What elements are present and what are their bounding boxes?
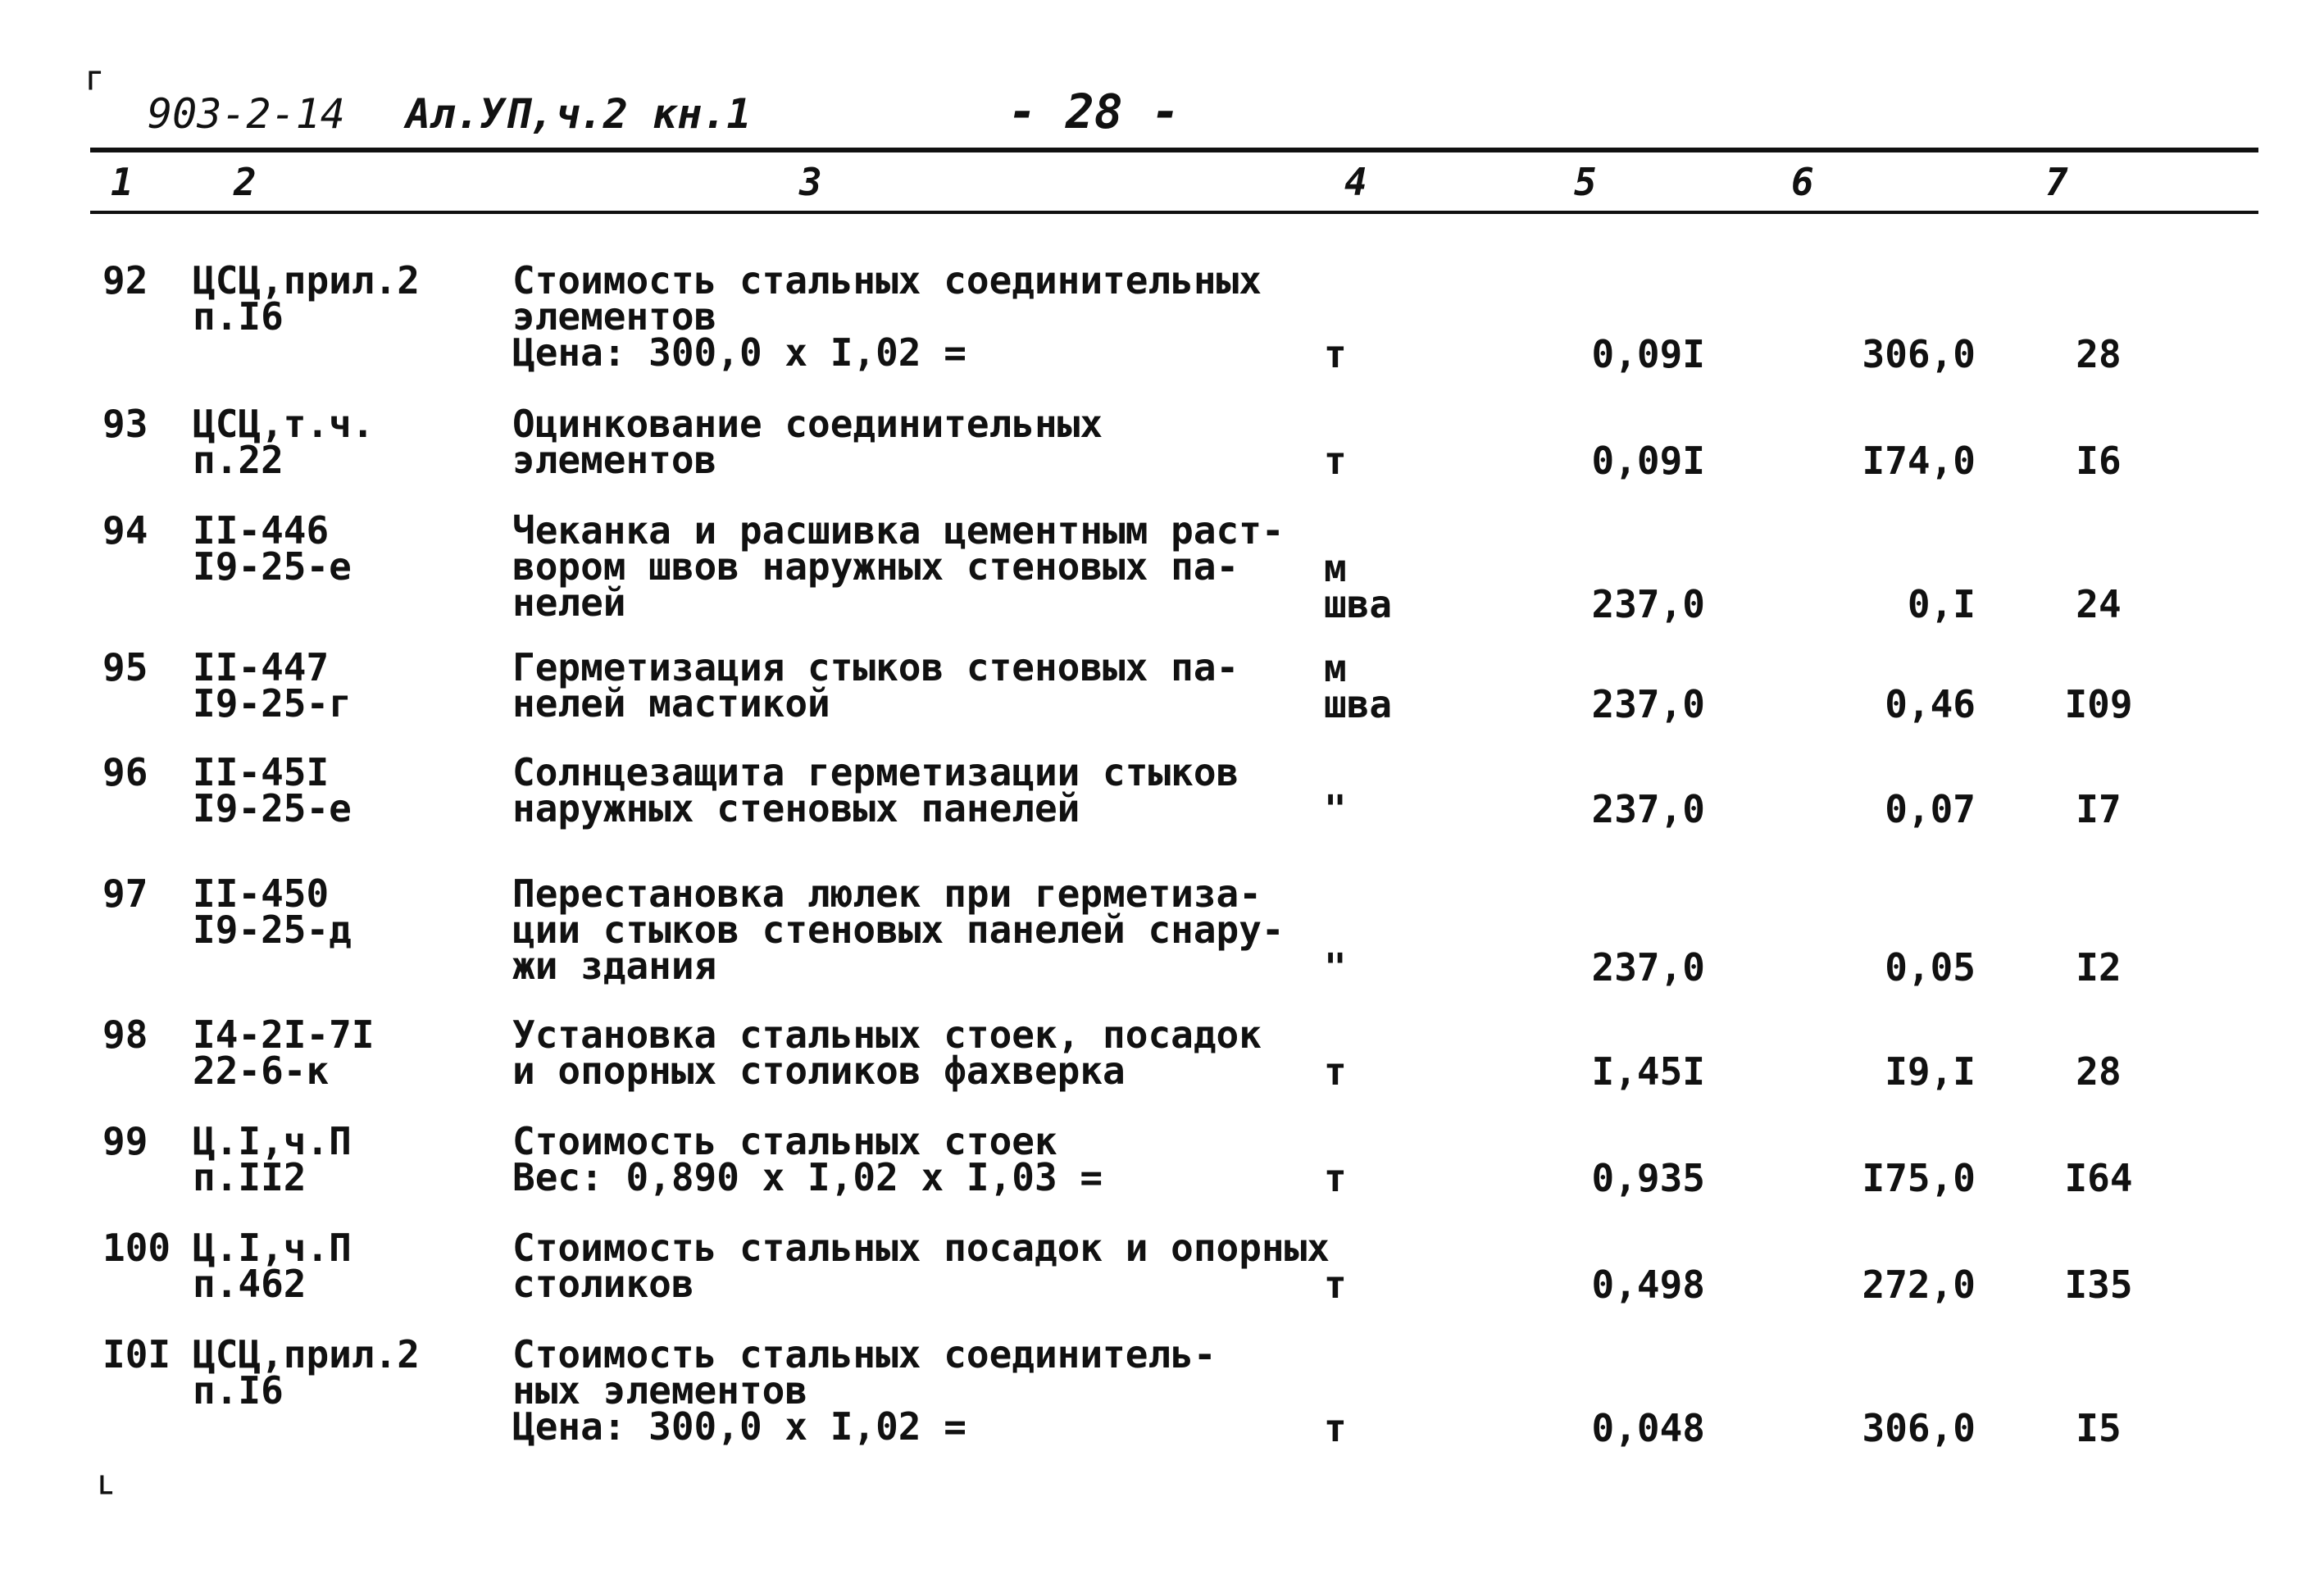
norm-code	[193, 258, 420, 339]
work-description-line: нелей мастикой	[512, 681, 830, 726]
total-cost-value: I35	[2064, 1263, 2133, 1307]
header-rule	[90, 148, 2258, 152]
work-description-line: Солнцезащита герметизации стыков	[512, 750, 1239, 794]
unit-price-value: 0,I	[1907, 582, 1976, 626]
quantity-value: 0,498	[1591, 1263, 1705, 1307]
norm-code-line: ЦСЦ,т.ч.	[193, 402, 375, 446]
total-cost-value: I7	[2076, 787, 2122, 831]
norm-code-line: ЦСЦ,прил.2	[193, 1332, 420, 1376]
column-number-3: 3	[799, 160, 822, 204]
unit-price-value: I9,I	[1885, 1049, 1976, 1094]
unit-price-value: 306,0	[1862, 332, 1976, 376]
norm-code-line: ЦСЦ,прил.2	[193, 258, 420, 303]
quantity-value: 237,0	[1591, 682, 1705, 726]
unit-of-measure	[1324, 646, 1393, 726]
work-description-line: Стоимость стальных соединительных	[512, 258, 1262, 303]
work-description-line: Цена: 300,0 x I,02 =	[512, 1404, 966, 1449]
row-number: 94	[102, 508, 148, 553]
norm-code-line: п.II2	[193, 1155, 307, 1199]
work-description-line: элементов	[512, 294, 717, 339]
corner-mark-bottom: ᒪ	[98, 1472, 112, 1500]
work-description-line: и опорных столиков фахверка	[512, 1049, 1126, 1093]
work-description-line: Стоимость стальных посадок и опорных	[512, 1226, 1330, 1270]
unit-of-measure	[1324, 332, 1347, 376]
norm-code	[193, 1119, 352, 1199]
unit-of-measure-line: т	[1324, 439, 1347, 483]
quantity-value: 0,935	[1591, 1156, 1705, 1200]
unit-price-value: 306,0	[1862, 1406, 1976, 1450]
row-number: 98	[102, 1012, 148, 1057]
unit-price-value: 272,0	[1862, 1263, 1976, 1307]
norm-code	[193, 645, 352, 726]
work-description-line: ных элементов	[512, 1368, 808, 1413]
unit-price-value: I75,0	[1862, 1156, 1976, 1200]
unit-of-measure-line: т	[1324, 1049, 1347, 1094]
norm-code-line: II-450	[193, 871, 330, 916]
unit-of-measure	[1324, 1156, 1347, 1200]
quantity-value: I,45I	[1591, 1049, 1705, 1094]
work-description-line: столиков	[512, 1262, 694, 1306]
row-number: I0I	[102, 1332, 171, 1376]
unit-price-value: 0,05	[1885, 945, 1976, 990]
work-description-line: Цена: 300,0 x I,02 =	[512, 330, 966, 375]
total-cost-value: I2	[2076, 945, 2122, 990]
column-number-7: 7	[2045, 160, 2068, 204]
work-description	[512, 1332, 1217, 1449]
page-number: - 28 -	[1008, 84, 1180, 139]
total-cost-value: 28	[2076, 332, 2122, 376]
work-description	[512, 508, 1285, 625]
unit-of-measure-line: т	[1324, 1156, 1347, 1200]
work-description	[512, 750, 1239, 830]
work-description-line: жи здания	[512, 944, 717, 988]
unit-of-measure-line: м	[1324, 546, 1347, 590]
work-description-line: Установка стальных стоек, посадок	[512, 1012, 1262, 1057]
work-description	[512, 645, 1239, 726]
unit-price-value: I74,0	[1862, 439, 1976, 483]
unit-of-measure	[1324, 546, 1393, 626]
column-number-5: 5	[1574, 160, 1597, 204]
norm-code-line: I9-25-г	[193, 681, 352, 726]
quantity-value: 237,0	[1591, 787, 1705, 831]
quantity-value: 237,0	[1591, 582, 1705, 626]
unit-of-measure-line: т	[1324, 1263, 1347, 1307]
row-number: 100	[102, 1226, 171, 1270]
norm-code-line: п.I6	[193, 1368, 284, 1413]
work-description-line: вором швов наружных стеновых па-	[512, 544, 1239, 589]
norm-code	[193, 871, 352, 952]
column-number-4: 4	[1344, 160, 1367, 204]
total-cost-value: I5	[2076, 1406, 2122, 1450]
quantity-value: 0,09I	[1591, 332, 1705, 376]
work-description	[512, 258, 1262, 375]
unit-of-measure	[1324, 1049, 1347, 1094]
unit-of-measure-line: шва	[1324, 582, 1393, 626]
row-number: 96	[102, 750, 148, 794]
corner-mark-top: ᒥ	[87, 67, 101, 96]
quantity-value: 0,09I	[1591, 439, 1705, 483]
norm-code-line: п.462	[193, 1262, 307, 1306]
norm-code-line: I9-25-е	[193, 544, 352, 589]
work-description-line: Герметизация стыков стеновых па-	[512, 645, 1239, 689]
document-code: 903-2-14	[148, 90, 345, 138]
row-number: 99	[102, 1119, 148, 1163]
unit-of-measure-line: шва	[1324, 682, 1393, 726]
work-description	[512, 1012, 1262, 1093]
total-cost-value: 28	[2076, 1049, 2122, 1094]
unit-of-measure-line: "	[1324, 945, 1347, 990]
unit-of-measure-line: "	[1324, 787, 1347, 831]
work-description	[512, 402, 1103, 482]
norm-code-line: I9-25-е	[193, 786, 352, 830]
total-cost-value: I6	[2076, 439, 2122, 483]
norm-code-line: II-447	[193, 645, 330, 689]
norm-code	[193, 750, 352, 830]
unit-of-measure	[1324, 945, 1347, 990]
work-description-line: Перестановка люлек при герметиза-	[512, 871, 1262, 916]
norm-code-line: I9-25-д	[193, 908, 352, 952]
norm-code	[193, 1226, 352, 1306]
unit-of-measure	[1324, 1263, 1347, 1307]
work-description	[512, 871, 1285, 988]
unit-of-measure-line: т	[1324, 332, 1347, 376]
work-description-line: нелей	[512, 580, 626, 625]
document-header	[0, 0, 2324, 189]
work-description-line: наружных стеновых панелей	[512, 786, 1080, 830]
work-description-line: Стоимость стальных соединитель-	[512, 1332, 1217, 1376]
row-number: 93	[102, 402, 148, 446]
column-number-1: 1	[111, 160, 134, 204]
unit-price-value: 0,07	[1885, 787, 1976, 831]
column-header-rule	[90, 211, 2258, 214]
work-description	[512, 1226, 1330, 1306]
norm-code-line: п.I6	[193, 294, 284, 339]
work-description-line: Чеканка и расшивка цементным раст-	[512, 508, 1285, 553]
norm-code-line: I4-2I-7I	[193, 1012, 375, 1057]
norm-code-line: Ц.I,ч.П	[193, 1226, 352, 1270]
work-description-line: Вес: 0,890 x I,02 x I,03 =	[512, 1155, 1103, 1199]
quantity-value: 237,0	[1591, 945, 1705, 990]
row-number: 97	[102, 871, 148, 916]
column-number-6: 6	[1791, 160, 1814, 204]
norm-code	[193, 1332, 420, 1413]
column-number-2: 2	[234, 160, 257, 204]
work-description-line: элементов	[512, 438, 717, 482]
document-reference: Ал.УП,ч.2 кн.1	[406, 90, 752, 138]
work-description-line: Оцинкование соединительных	[512, 402, 1103, 446]
row-number: 95	[102, 645, 148, 689]
unit-of-measure-line: м	[1324, 646, 1347, 690]
unit-of-measure-line: т	[1324, 1406, 1347, 1450]
norm-code-line: II-45I	[193, 750, 330, 794]
norm-code	[193, 1012, 375, 1093]
norm-code-line: 22-6-к	[193, 1049, 330, 1093]
quantity-value: 0,048	[1591, 1406, 1705, 1450]
norm-code-line: II-446	[193, 508, 330, 553]
norm-code	[193, 402, 375, 482]
total-cost-value: 24	[2076, 582, 2122, 626]
norm-code-line: п.22	[193, 438, 284, 482]
total-cost-value: I09	[2064, 682, 2133, 726]
total-cost-value: I64	[2064, 1156, 2133, 1200]
norm-code-line: Ц.I,ч.П	[193, 1119, 352, 1163]
unit-of-measure	[1324, 1406, 1347, 1450]
norm-code	[193, 508, 352, 589]
work-description-line: Стоимость стальных стоек	[512, 1119, 1057, 1163]
unit-price-value: 0,46	[1885, 682, 1976, 726]
work-description	[512, 1119, 1103, 1199]
work-description-line: ции стыков стеновых панелей снару-	[512, 908, 1285, 952]
row-number: 92	[102, 258, 148, 303]
unit-of-measure	[1324, 787, 1347, 831]
unit-of-measure	[1324, 439, 1347, 483]
